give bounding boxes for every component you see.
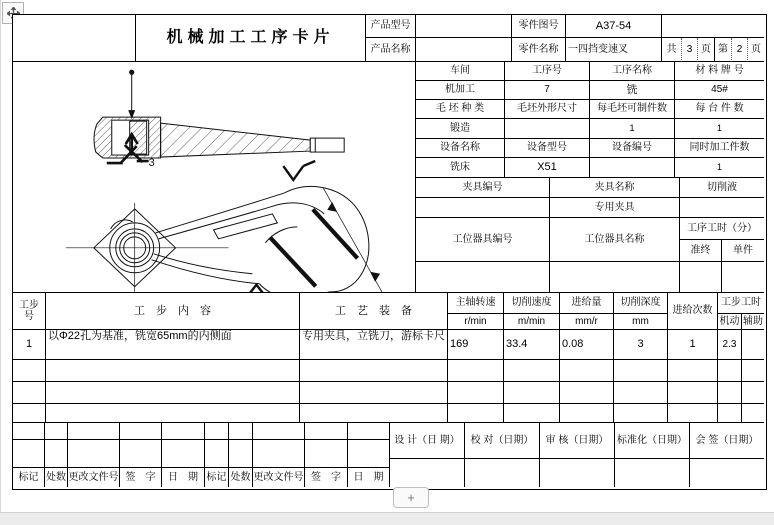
value-product-model (416, 15, 512, 38)
empty-cell (742, 360, 764, 382)
empty-cell (13, 423, 45, 440)
col-feed-unit: mm/r (560, 314, 614, 330)
label-count: 处数 (229, 468, 253, 487)
col-step-no (13, 293, 46, 330)
value-process-name: 铣 (590, 81, 675, 100)
col-aux-time: 辅助 (742, 314, 764, 330)
page-current-label: 第 (715, 38, 732, 62)
empty-cell (13, 440, 45, 468)
empty-cell (46, 382, 300, 404)
label-station-tool-name: 工位器具名称 (550, 218, 680, 262)
step-spindle-speed: 169 (448, 330, 504, 360)
label-workshop: 车间 (416, 62, 505, 81)
empty-cell (13, 360, 46, 382)
empty-cell (229, 423, 253, 440)
value-station-tool-no (416, 262, 550, 293)
add-button[interactable]: + (393, 487, 429, 508)
empty-cell (348, 440, 390, 468)
col-spindle-speed-unit: r/min (448, 314, 504, 330)
empty-cell (13, 404, 46, 423)
col-step-time: 工步工时 (718, 293, 764, 314)
empty-cell (300, 360, 448, 382)
empty-cell (305, 440, 348, 468)
value-fixture-name: 专用夹具 (550, 198, 680, 218)
step-cut-depth: 3 (614, 330, 668, 360)
label-change-doc-no: 更改文件号 (68, 468, 120, 487)
empty-cell (205, 440, 229, 468)
empty-cell (162, 440, 205, 468)
label-fixture-no: 夹具编号 (416, 178, 550, 198)
empty-cell (668, 404, 718, 423)
empty-cell (253, 440, 305, 468)
empty-cell (614, 382, 668, 404)
empty-cell (13, 382, 46, 404)
label-standardize-date: 标准化（日期） (615, 423, 690, 459)
page-gap (0, 512, 774, 525)
empty-cell (614, 404, 668, 423)
value-material-grade: 45# (675, 81, 764, 100)
page-unit-label: 页 (748, 38, 764, 62)
empty-cell (540, 459, 615, 487)
value-equipment-model: X51 (505, 158, 590, 178)
empty-cell (45, 440, 68, 468)
value-simultaneous-parts: 1 (675, 158, 764, 178)
pages-total-value: 3 (682, 38, 698, 62)
empty-cell (229, 440, 253, 468)
empty-cell (448, 360, 504, 382)
empty-cell (68, 440, 120, 468)
col-step-content: 工 步 内 容 (46, 293, 300, 330)
pages-total-label: 共 (662, 38, 682, 62)
empty-cell (690, 459, 764, 487)
col-cut-depth: 切削深度 (614, 293, 668, 314)
empty-cell (668, 360, 718, 382)
label-date: 日 期 (162, 468, 205, 487)
label-equipment-model: 设备型号 (505, 139, 590, 158)
label-count: 处数 (45, 468, 68, 487)
pages-unit-label: 页 (698, 38, 715, 62)
col-machine-time: 机动 (718, 314, 742, 330)
empty-cell (348, 423, 390, 440)
label-signature: 签 字 (305, 468, 348, 487)
value-prep-time (680, 262, 722, 293)
value-part-no: A37-54 (566, 15, 662, 38)
step-cutting-speed: 33.4 (504, 330, 560, 360)
col-cutting-speed: 切削速度 (504, 293, 560, 314)
value-unit-time (722, 262, 764, 293)
empty-cell (614, 360, 668, 382)
empty-cell (448, 382, 504, 404)
empty-cell (68, 423, 120, 440)
label-product-name: 产品名称 (366, 38, 416, 62)
label-mark: 标记 (13, 468, 45, 487)
label-material-grade: 材 料 牌 号 (675, 62, 764, 81)
step-no: 1 (13, 330, 46, 360)
header-blank-cell (13, 15, 136, 62)
label-blank-type: 毛 坯 种 类 (416, 100, 505, 119)
step-tooling: 专用夹具，立铣刀，游标卡尺 (300, 330, 448, 360)
page-title: 机械加工工序卡片 (136, 15, 366, 62)
step-passes: 1 (668, 330, 718, 360)
empty-cell (742, 404, 764, 423)
label-change-doc-no: 更改文件号 (253, 468, 305, 487)
empty-cell (560, 360, 614, 382)
label-part-no: 零件图号 (512, 15, 566, 38)
step-aux-time (742, 330, 764, 360)
part-drawing (13, 62, 415, 293)
value-workshop: 机加工 (416, 81, 505, 100)
col-cutting-speed-unit: m/min (504, 314, 560, 330)
label-signature: 签 字 (120, 468, 162, 487)
value-fixture-no (416, 198, 550, 218)
col-feed: 进给量 (560, 293, 614, 314)
col-tooling: 工 艺 装 备 (300, 293, 448, 330)
empty-cell (162, 423, 205, 440)
label-unit-time: 单件 (722, 240, 764, 262)
header-blank-cell (662, 15, 764, 38)
empty-cell (300, 404, 448, 423)
label-equipment-name: 设备名称 (416, 139, 505, 158)
label-process-time: 工序工时（分） (680, 218, 764, 240)
front-view-drawing (66, 161, 384, 293)
value-equipment-name: 铣床 (416, 158, 505, 178)
empty-cell (46, 404, 300, 423)
empty-cell (560, 404, 614, 423)
clamp-count-label: 3 (148, 156, 155, 169)
empty-cell (300, 382, 448, 404)
label-proofread-date: 校 对（日期） (465, 423, 540, 459)
label-prep-time: 准终 (680, 240, 722, 262)
label-parts-per-unit: 每 台 件 数 (675, 100, 764, 119)
col-spindle-speed: 主轴转速 (448, 293, 504, 314)
empty-cell (504, 360, 560, 382)
label-station-tool-no: 工位器具编号 (416, 218, 550, 262)
col-step-no-line1: 工步 (19, 299, 39, 311)
label-simultaneous-parts: 同时加工件数 (675, 139, 764, 158)
label-mark: 标记 (205, 468, 229, 487)
empty-cell (390, 459, 465, 487)
step-content: 以Φ22孔为基准，铣宽65mm的内侧面 (46, 330, 300, 360)
label-countersign-date: 会 签（日期） (690, 423, 764, 459)
empty-cell (718, 404, 742, 423)
value-part-name: 一四挡变速叉 (566, 38, 662, 62)
col-feed-passes: 进给次数 (668, 293, 718, 330)
empty-cell (504, 382, 560, 404)
empty-cell (305, 423, 348, 440)
value-parts-per-unit: 1 (675, 119, 764, 139)
label-fixture-name: 夹具名称 (550, 178, 680, 198)
empty-cell (504, 404, 560, 423)
value-station-tool-name (550, 262, 680, 293)
empty-cell (742, 382, 764, 404)
value-equipment-no (590, 158, 675, 178)
label-part-name: 零件名称 (512, 38, 566, 62)
step-machine-time: 2.3 (718, 330, 742, 360)
empty-cell (615, 459, 690, 487)
label-date: 日 期 (348, 468, 390, 487)
empty-cell (46, 360, 300, 382)
empty-cell (465, 459, 540, 487)
empty-cell (120, 423, 162, 440)
top-section-view-drawing (94, 69, 344, 168)
value-cutting-fluid (680, 198, 764, 218)
empty-cell (560, 382, 614, 404)
label-design-date: 设 计（日 期） (390, 423, 465, 459)
label-review-date: 审 核（日期） (540, 423, 615, 459)
empty-cell (120, 440, 162, 468)
value-parts-per-blank: 1 (590, 119, 675, 139)
label-process-no: 工序号 (505, 62, 590, 81)
col-step-no-line2: 号 (24, 311, 34, 322)
label-equipment-no: 设备编号 (590, 139, 675, 158)
window-edge (0, 0, 1, 512)
label-product-model: 产品型号 (366, 15, 416, 38)
empty-cell (448, 404, 504, 423)
label-process-name: 工序名称 (590, 62, 675, 81)
label-cutting-fluid: 切削液 (680, 178, 764, 198)
part-drawing-cell (13, 62, 416, 293)
value-blank-type: 锻造 (416, 119, 505, 139)
col-cut-depth-unit: mm (614, 314, 668, 330)
process-card-table (12, 14, 767, 490)
empty-cell (718, 360, 742, 382)
empty-cell (668, 382, 718, 404)
empty-cell (718, 382, 742, 404)
page-current-value: 2 (732, 38, 748, 62)
label-blank-size: 毛坯外形尺寸 (505, 100, 590, 119)
label-parts-per-blank: 每毛坯可制件数 (590, 100, 675, 119)
step-feed: 0.08 (560, 330, 614, 360)
value-product-name (416, 38, 512, 62)
empty-cell (253, 423, 305, 440)
value-blank-size (505, 119, 590, 139)
value-process-no: 7 (505, 81, 590, 100)
empty-cell (45, 423, 68, 440)
empty-cell (205, 423, 229, 440)
